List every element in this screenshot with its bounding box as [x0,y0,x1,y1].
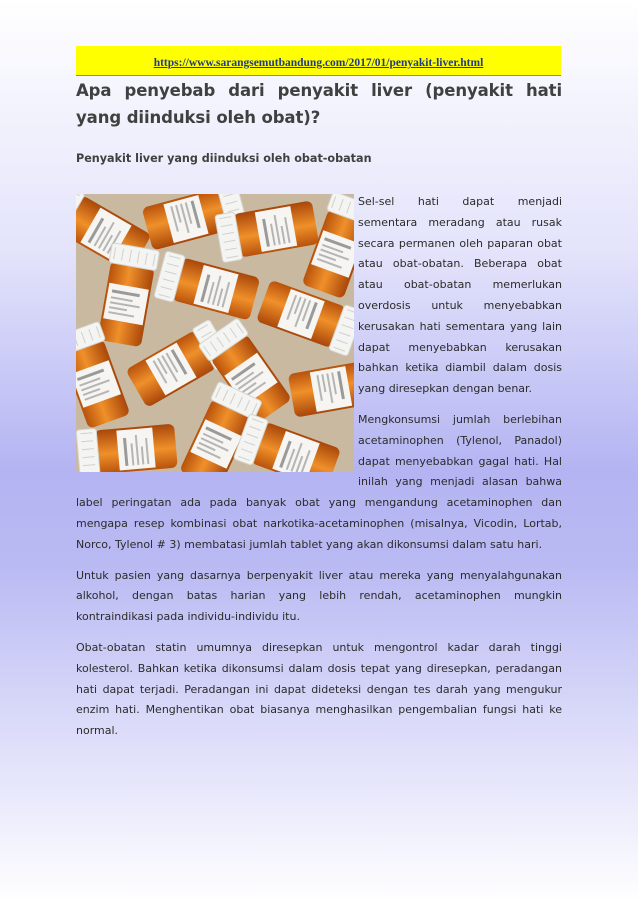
paragraph-2: Mengkonsumsi jumlah berlebihan acetaminophen (Tylenol, Panadol) dapat menyebabkan gagal hati. Hal inilah yang menjadi alasan bahwa label peringatan ada pada banyak obat yang mengandung acetaminophen dan mengapa resep kombinasi obat narkotika-acetaminophen (misalnya, Vicodin, Lortab, Norco, Tylenol # 3) membatasi jumlah tablet yang akan dikonsumsi dalam satu hari. [76,412,562,551]
source-url-link[interactable]: https://www.sarangsemutbandung.com/2017/01/penyakit-liver.html [153,57,484,69]
paragraph-3: Untuk pasien yang dasarnya berpenyakit liver atau mereka yang menyalahgunakan alkohol, dengan batas harian yang lebih rendah, acetaminophen mungkin kontraindikasi pada individu-individu itu. [76,568,562,624]
image-float-spacer [76,192,358,474]
source-url-banner [76,46,561,76]
section-subtitle: Penyakit liver yang diinduksi oleh obat-obatan [76,152,372,165]
article-body [76,192,562,752]
paragraph-1: Sel-sel hati dapat menjadi sementara meradang atau rusak secara permanen oleh paparan obat atau obat-obatan. Beberapa obat atau obat-obatan memerlukan overdosis untuk menyebabkan kerusakan hati sementara yang lain dapat menyebabkan kerusakan bahkan ketika diambil dalam dosis yang diresepkan dengan benar. [358,195,562,396]
page-title: Apa penyebab dari penyakit liver (penyakit hati yang diinduksi oleh obat)? [76,81,562,127]
paragraph-4: Obat-obatan statin umumnya diresepkan untuk mengontrol kadar darah tinggi kolesterol. Bahkan ketika dikonsumsi dalam dosis tepat yang diresepkan, peradangan hati dapat terjadi. Peradangan ini dapat dideteksi dengan tes darah yang mengukur enzim hati. Menghentikan obat biasanya menghasilkan pengembalian fungsi hati ke normal. [76,640,562,738]
